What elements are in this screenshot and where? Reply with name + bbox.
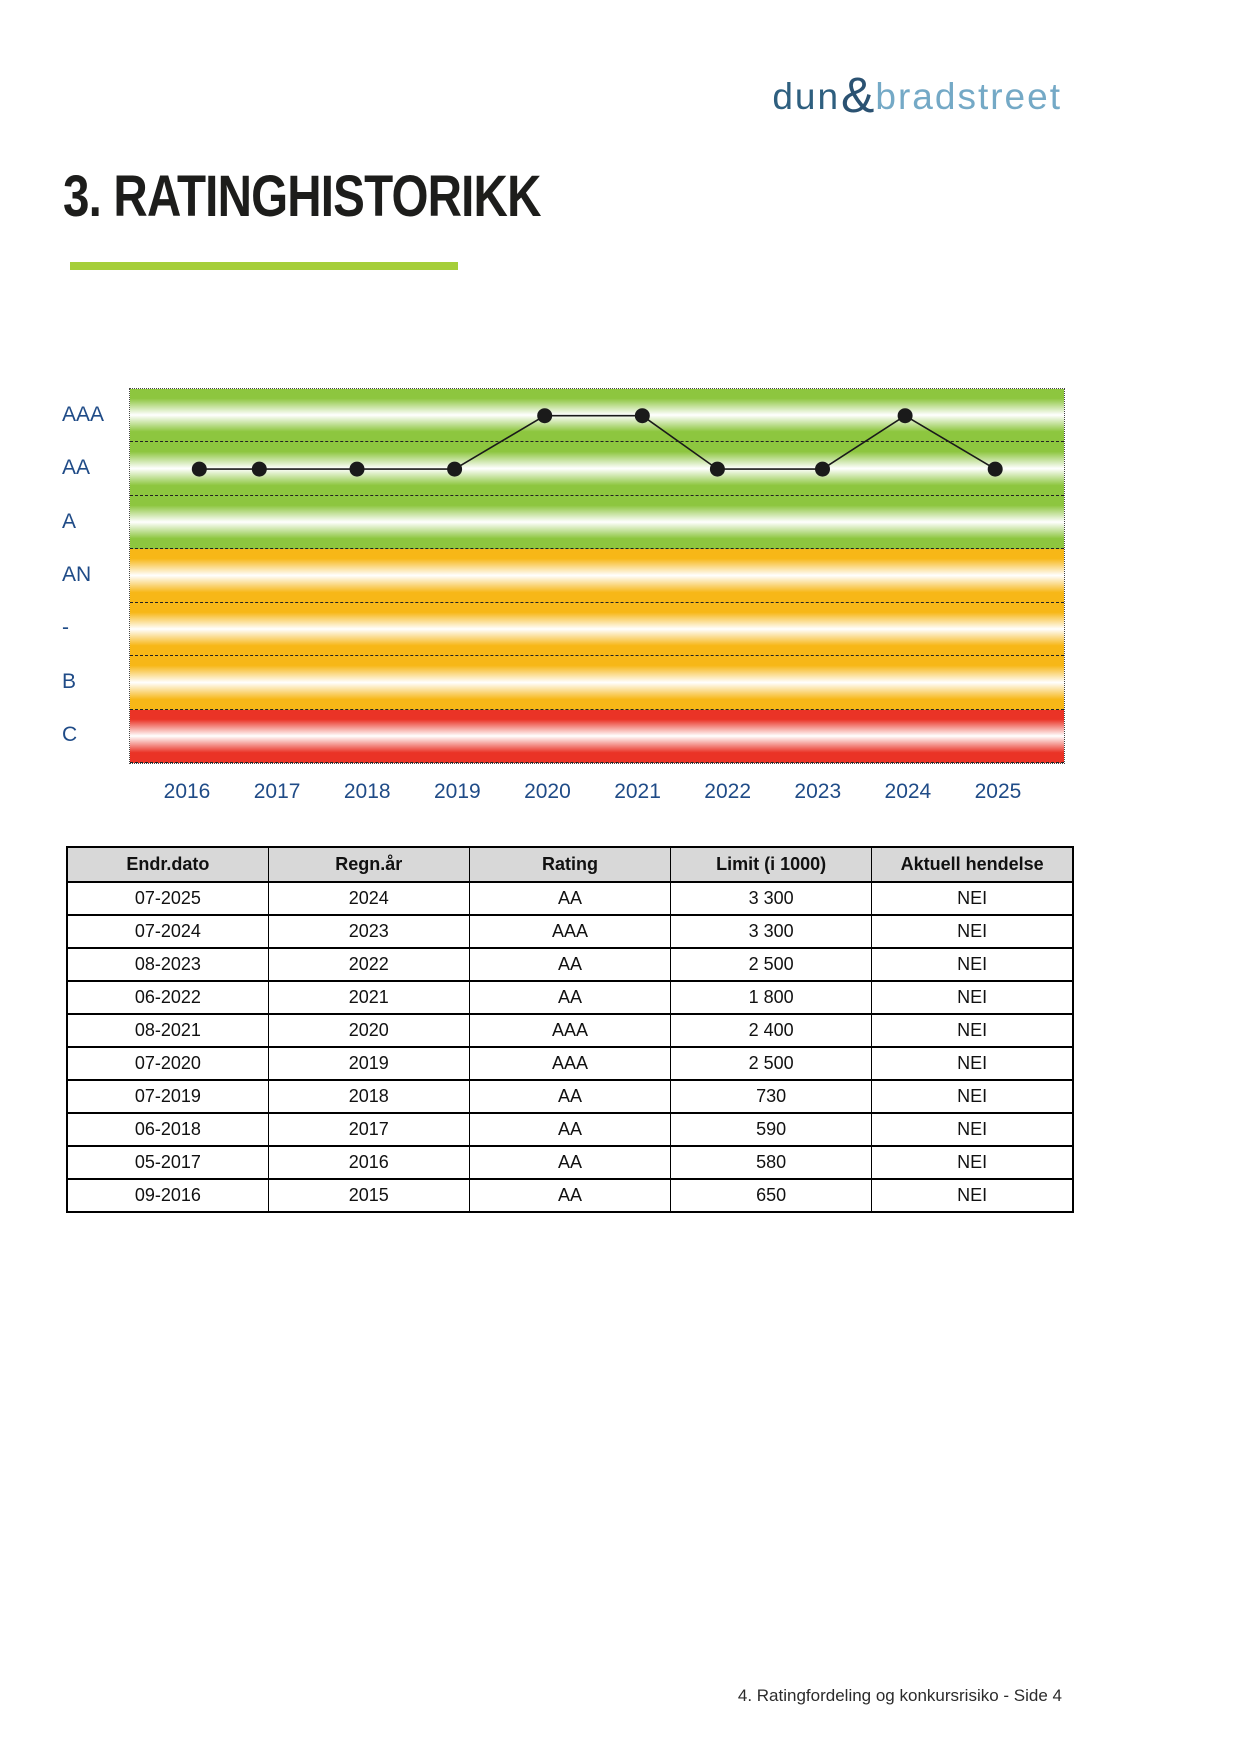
table-cell: 08-2021 (67, 1014, 268, 1047)
column-header: Rating (469, 847, 670, 882)
table-cell: AAA (469, 1047, 670, 1080)
table-cell: 3 300 (671, 882, 872, 915)
table-cell: 07-2024 (67, 915, 268, 948)
table-row (67, 882, 1073, 915)
table-row (67, 1113, 1073, 1146)
table-cell: AA (469, 1179, 670, 1212)
x-axis-label-2022: 2022 (704, 780, 752, 803)
table-cell: 06-2018 (67, 1113, 268, 1146)
table-cell: 2 500 (671, 948, 872, 981)
table-cell: NEI (872, 882, 1073, 915)
table-row (67, 915, 1073, 948)
table-header-row (67, 847, 1073, 882)
table-row (67, 981, 1073, 1014)
dnb-logo (772, 68, 1062, 126)
y-axis-label--: - (62, 616, 69, 640)
rating-point-07-2020 (537, 408, 552, 423)
x-axis-label-2019: 2019 (433, 780, 481, 803)
table-row (67, 1014, 1073, 1047)
rating-point-06-2018 (350, 462, 365, 477)
table-row (67, 1146, 1073, 1179)
rating-point-07-2025 (988, 462, 1003, 477)
table-cell: NEI (872, 981, 1073, 1014)
table-cell: 580 (671, 1146, 872, 1179)
table-cell: 2018 (268, 1080, 469, 1113)
table-cell: 07-2020 (67, 1047, 268, 1080)
rating-history-table (66, 846, 1074, 1213)
rating-point-08-2023 (815, 462, 830, 477)
table-cell: NEI (872, 915, 1073, 948)
table-cell: NEI (872, 1146, 1073, 1179)
y-axis-label-an: AN (62, 563, 92, 586)
table-cell: 05-2017 (67, 1146, 268, 1179)
x-axis-label-2020: 2020 (524, 780, 571, 803)
rating-point-05-2017 (252, 462, 267, 477)
rating-point-08-2021 (635, 408, 650, 423)
table-cell: NEI (872, 1179, 1073, 1212)
table-cell: NEI (872, 1113, 1073, 1146)
table-cell: 2016 (268, 1146, 469, 1179)
table-cell: 590 (671, 1113, 872, 1146)
x-axis-label-2016: 2016 (163, 780, 211, 803)
logo-text-bradstreet: bradstreet (875, 76, 1062, 117)
logo-text-dun: dun (772, 76, 841, 117)
column-header: Limit (i 1000) (671, 847, 872, 882)
x-axis-label-2025: 2025 (974, 780, 1022, 803)
table-cell: NEI (872, 948, 1073, 981)
table-cell: 07-2025 (67, 882, 268, 915)
rating-trend-svg (130, 389, 1064, 763)
table-cell: AA (469, 948, 670, 981)
table-cell: 2023 (268, 915, 469, 948)
table-cell: 730 (671, 1080, 872, 1113)
table-cell: 1 800 (671, 981, 872, 1014)
x-axis-label-2021: 2021 (614, 780, 661, 803)
table-cell: 09-2016 (67, 1179, 268, 1212)
y-axis-label-a: A (62, 509, 77, 533)
table-cell: 2019 (268, 1047, 469, 1080)
table-cell: 2 500 (671, 1047, 872, 1080)
x-axis-label-2018: 2018 (343, 780, 391, 803)
table-cell: AA (469, 1146, 670, 1179)
table-cell: AA (469, 981, 670, 1014)
x-axis-label-2024: 2024 (884, 780, 932, 803)
table-row (67, 1179, 1073, 1212)
rating-point-07-2019 (447, 462, 462, 477)
table-cell: AA (469, 1113, 670, 1146)
table-head (67, 847, 1073, 882)
y-axis-label-c: C (62, 723, 78, 747)
column-header: Endr.dato (67, 847, 268, 882)
title-underline (70, 262, 458, 270)
table-cell: NEI (872, 1080, 1073, 1113)
page-footer: 4. Ratingfordeling og konkursrisiko - Side 4 (737, 1686, 1062, 1705)
table-cell: 2017 (268, 1113, 469, 1146)
table-cell: NEI (872, 1014, 1073, 1047)
table-cell: NEI (872, 1047, 1073, 1080)
rating-point-06-2022 (710, 462, 725, 477)
table-cell: 07-2019 (67, 1080, 268, 1113)
x-axis-label-2017: 2017 (253, 780, 301, 803)
column-header: Aktuell hendelse (872, 847, 1073, 882)
table-row (67, 1080, 1073, 1113)
table-cell: 06-2022 (67, 981, 268, 1014)
y-axis-label-b: B (62, 669, 77, 693)
table-cell: AA (469, 1080, 670, 1113)
rating-trend-line (199, 416, 995, 469)
x-axis-label-2023: 2023 (794, 780, 842, 803)
table-cell: 2024 (268, 882, 469, 915)
table-cell: AAA (469, 915, 670, 948)
table-cell: 2020 (268, 1014, 469, 1047)
y-axis-label-aa: AA (62, 456, 91, 480)
table-cell: 3 300 (671, 915, 872, 948)
table-cell: 2022 (268, 948, 469, 981)
table-cell: 2021 (268, 981, 469, 1014)
table-cell: AA (469, 882, 670, 915)
table-cell: 2 400 (671, 1014, 872, 1047)
rating-history-chart (129, 388, 1065, 764)
rating-point-07-2024 (898, 408, 913, 423)
column-header: Regn.år (268, 847, 469, 882)
table-row (67, 1047, 1073, 1080)
table-body (67, 882, 1073, 1212)
logo-ampersand-icon: & (841, 67, 875, 123)
table-row (67, 948, 1073, 981)
page-title: 3. RATINGHISTORIKK (63, 164, 541, 229)
y-axis-label-aaa: AAA (62, 402, 105, 426)
table-cell: AAA (469, 1014, 670, 1047)
table-cell: 650 (671, 1179, 872, 1212)
rating-point-09-2016 (192, 462, 207, 477)
table-cell: 2015 (268, 1179, 469, 1212)
table-cell: 08-2023 (67, 948, 268, 981)
